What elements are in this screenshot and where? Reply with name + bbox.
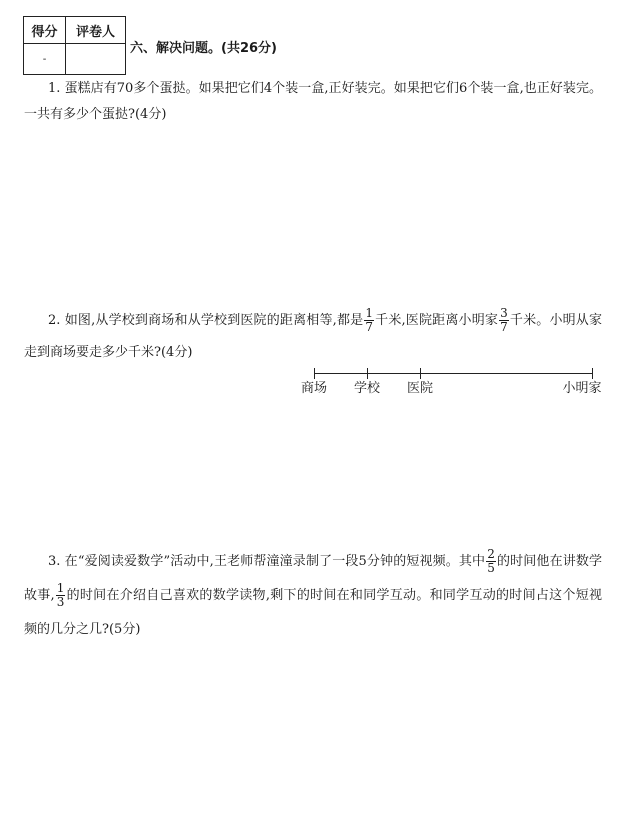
- fraction-three-sevenths: $\frac{3}{7}$: [500, 306, 508, 334]
- distance-line: [314, 373, 593, 374]
- question-2-text-c: 千米。小明从家走到商场要走多少千米?(4分): [24, 313, 602, 360]
- question-3-text-b: 的时间他在讲数学故事,: [24, 554, 602, 603]
- label-home: 小明家: [562, 381, 602, 396]
- question-2-text-a: 2. 如图,从学校到商场和从学校到医院的距离相等,都是: [48, 313, 364, 328]
- score-value: -: [24, 44, 66, 75]
- question-2: [24, 305, 602, 369]
- section-title: 六、解决问题。(共26分): [130, 41, 277, 56]
- question-3: [24, 545, 602, 647]
- question-3-text-c: 的时间在介绍自己喜欢的数学读物,剩下的时间在和同学互动。和同学互动的时间占这个短视频的几分之几?(5分): [24, 588, 602, 637]
- fraction-one-third: $\frac{1}{3}$: [56, 581, 65, 609]
- fraction-two-fifths: $\frac{2}{5}$: [487, 547, 495, 575]
- label-mall: 商场: [300, 381, 328, 396]
- question-1: 1. 蛋糕店有70多个蛋挞。如果把它们4个装一盒,正好装完。如果把它们6个装一盒,也正好装完。一共有多少个蛋挞?(4分): [24, 81, 602, 122]
- label-hospital: 医院: [406, 381, 434, 396]
- grader-value: [66, 44, 126, 75]
- label-school: 学校: [353, 381, 381, 396]
- score-header: 得分: [24, 17, 66, 44]
- question-3-text-a: 3. 在“爱阅读爱数学”活动中,王老师帮潼潼录制了一段5分钟的短视频。其中: [48, 554, 486, 569]
- grader-header: 评卷人: [66, 17, 126, 44]
- distance-diagram: [290, 365, 610, 399]
- score-table: [23, 16, 126, 75]
- question-2-text-b: 千米,医院距离小明家: [374, 313, 499, 328]
- fraction-one-seventh: $\frac{1}{7}$: [365, 306, 373, 334]
